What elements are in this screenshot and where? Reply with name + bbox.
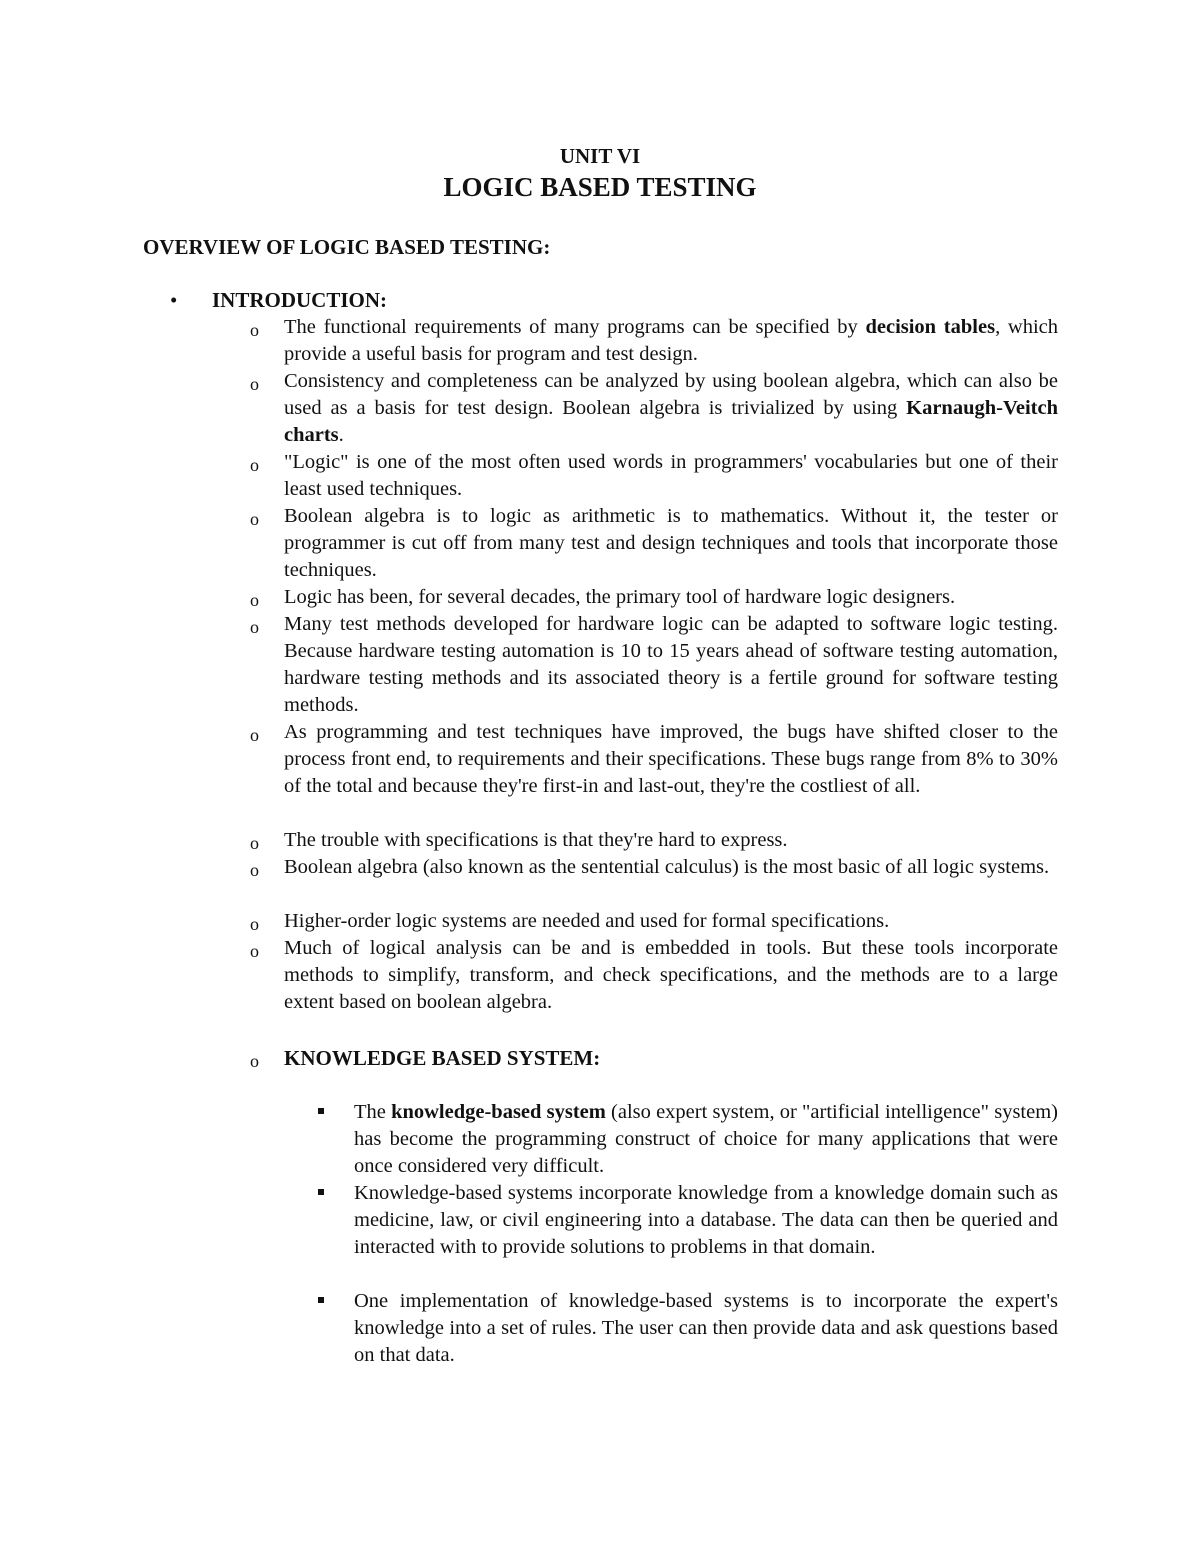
bullet-circle-icon: o [250, 455, 259, 475]
bold-term: Karnaugh-Veitch charts [284, 397, 1058, 446]
intro-item: Much of logical analysis can be and is embedded in tools. But these tools incorporate methods to simplify, transform, and check specifications, and the methods are to a large extent based on boolean algebra. [284, 937, 1058, 1013]
bullet-square-icon [318, 1108, 324, 1114]
kb-item: The knowledge-based system (also expert system, or "artificial intelligence" system) has become the programming construct of choice for many applications that were once considered very difficult. [354, 1101, 1058, 1177]
bullet-disc-icon: • [170, 288, 178, 312]
bullet-circle-icon: o [250, 941, 259, 961]
bullet-circle-icon: o [250, 725, 259, 745]
intro-item: Consistency and completeness can be analyzed by using boolean algebra, which can also be used as a basis for test design. Boolean algebra is trivialized by using Karnaugh-Veitch charts. [284, 370, 1058, 446]
kb-item: One implementation of knowledge-based systems is to incorporate the expert's knowledge into a set of rules. The user can then provide data and ask questions based on that data. [354, 1290, 1058, 1366]
intro-item: The trouble with specifications is that they're hard to express. [284, 829, 788, 851]
bold-term: knowledge-based system [391, 1101, 606, 1123]
intro-item: The functional requirements of many programs can be specified by decision tables, which provide a useful basis for program and test design. [284, 316, 1058, 365]
intro-item: As programming and test techniques have improved, the bugs have shifted closer to the process front end, to requirements and their specifications. These bugs range from 8% to 30% of the total and because they're first-in and last-out, they're the costliest of all. [284, 721, 1058, 797]
intro-item: "Logic" is one of the most often used words in programmers' vocabularies but one of their least used techniques. [284, 451, 1058, 500]
document-title: LOGIC BASED TESTING [443, 172, 757, 202]
intro-item: Higher-order logic systems are needed and used for formal specifications. [284, 910, 890, 932]
intro-item: Boolean algebra is to logic as arithmetic is to mathematics. Without it, the tester or programmer is cut off from many test and design techniques and tools that incorporate those techniques. [284, 505, 1058, 581]
introduction-heading: INTRODUCTION: [212, 288, 388, 312]
intro-item: Logic has been, for several decades, the primary tool of hardware logic designers. [284, 586, 956, 608]
bullet-circle-icon: o [250, 860, 259, 880]
bullet-square-icon [318, 1297, 324, 1303]
bullet-circle-icon: o [250, 509, 259, 529]
bullet-circle-icon: o [250, 590, 259, 610]
bullet-circle-icon: o [250, 914, 259, 934]
intro-item: Many test methods developed for hardware logic can be adapted to software logic testing. Because hardware testing automation is 10 to 15 years ahead of software testing automation, hardware testing methods and its associated theory is a fertile ground for software testing methods. [284, 613, 1058, 716]
bullet-circle-icon: o [250, 374, 259, 394]
bullet-square-icon [318, 1189, 324, 1195]
bold-term: decision tables [865, 316, 996, 338]
bullet-circle-icon: o [250, 320, 259, 340]
unit-label: UNIT VI [559, 144, 641, 168]
bullet-circle-icon: o [250, 617, 259, 637]
knowledge-based-system-heading: KNOWLEDGE BASED SYSTEM: [284, 1046, 601, 1070]
section-heading: OVERVIEW OF LOGIC BASED TESTING: [143, 235, 551, 259]
bullet-circle-icon: o [250, 1051, 259, 1071]
kb-item: Knowledge-based systems incorporate knowledge from a knowledge domain such as medicine, law, or civil engineering into a database. The data can then be queried and interacted with to provide solutions to problems in that domain. [354, 1182, 1058, 1258]
bullet-circle-icon: o [250, 833, 259, 853]
intro-item: Boolean algebra (also known as the sentential calculus) is the most basic of all logic systems. [284, 856, 1050, 878]
